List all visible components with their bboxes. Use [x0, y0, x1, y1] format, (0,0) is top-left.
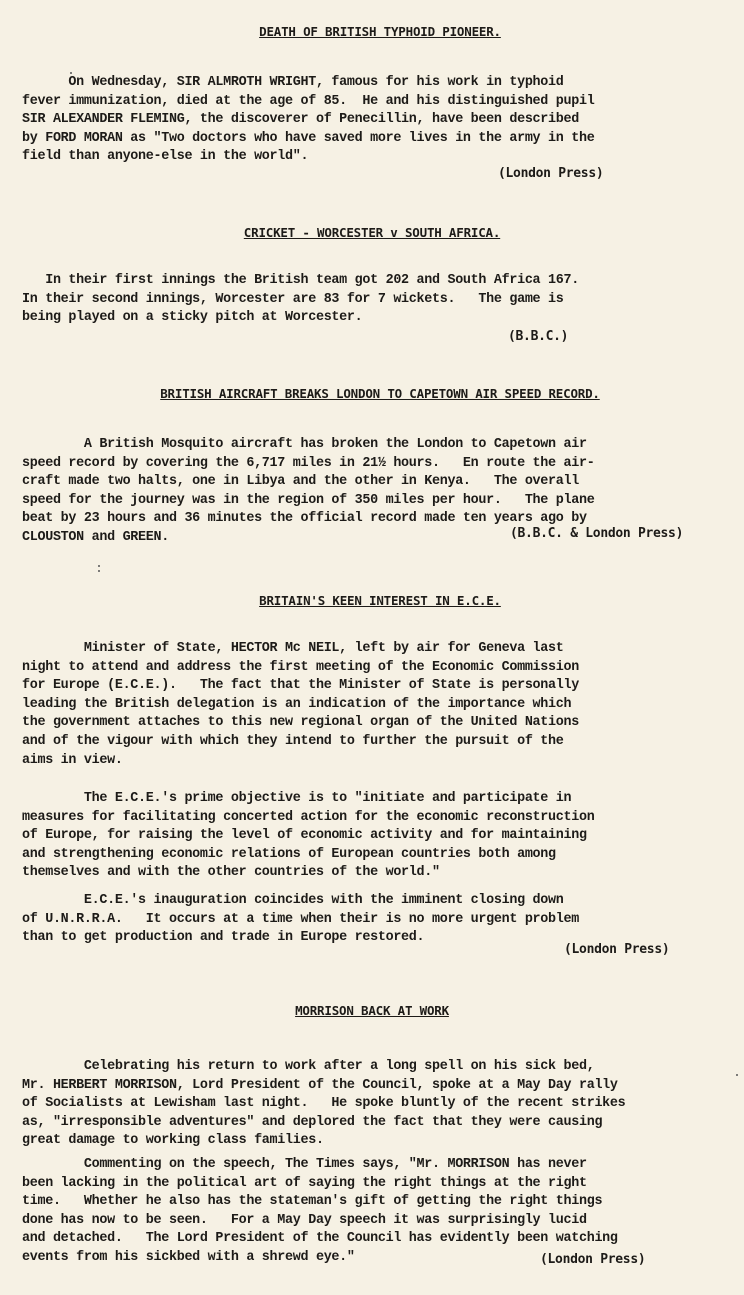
paragraph-ece-1: Minister of State, HECTOR Mc NEIL, left by air for Geneva last night to attend and address the first meeting of the Economic Commission for Europe (E.C.E.). The fact that the Minister of State is personally leading the British delegation is an indication of the importance which the government attaches to this new regional organ of the United Nations and of the vigour with which they intend to further the pursuit of the aims in view.: [22, 641, 579, 768]
paper-speck: [70, 72, 72, 74]
headline-typhoid-pioneer: DEATH OF BRITISH TYPHOID PIONEER.: [259, 24, 501, 39]
paragraph-cricket-1: In their first innings the British team got 202 and South Africa 167. In their second innings, Worcester are 83 for 7 wickets. The game is being played on a sticky pitch at Worcester.: [22, 273, 579, 326]
source-cricket: (B.B.C.): [508, 329, 569, 344]
paragraph-morrison-1: Celebrating his return to work after a long spell on his sick bed, Mr. HERBERT MORRISON, Lord President of the Council, spoke at a May Day rally of Socialists at Lewisham last night. He spoke bluntly of the recent strikes as, "irresponsible adventures" and deplored the fact that they were causing great damage to working class families.: [22, 1059, 626, 1149]
headline-ece: BRITAIN'S KEEN INTEREST IN E.C.E.: [259, 593, 501, 608]
headline-cricket: CRICKET - WORCESTER v SOUTH AFRICA.: [243, 225, 501, 240]
source-typhoid: (London Press): [498, 166, 604, 181]
paper-speck: [98, 570, 100, 572]
headline-morrison: MORRISON BACK AT WORK: [295, 1003, 449, 1018]
source-morrison: (London Press): [540, 1252, 646, 1267]
source-aircraft: (B.B.C. & London Press): [510, 526, 684, 541]
paragraph-ece-3: E.C.E.'s inauguration coincides with the imminent closing down of U.N.R.R.A. It occurs at a time when their is no more urgent problem than to get production and trade in Europe restored.: [22, 893, 579, 946]
paper-speck: [736, 1074, 738, 1076]
paper-speck: [98, 565, 100, 567]
paragraph-ece-2: The E.C.E.'s prime objective is to "initiate and participate in measures for facilitating concerted action for the economic reconstruction of Europe, for raising the level of economic activity and for maintaining and strengthening economic relations of European countries both among themselves and with the other countries of the world.": [22, 791, 595, 881]
paragraph-aircraft-1: A British Mosquito aircraft has broken the London to Capetown air speed record by covering the 6,717 miles in 21½ hours. En route the air- craft made two halts, one in Libya and the other in Kenya. The overall speed for the journey was in the region of 350 miles per hour. The plane beat by 23 hours and 36 minutes the official record made ten years ago by CLOUSTON and GREEN.: [22, 437, 595, 545]
headline-aircraft-record: BRITISH AIRCRAFT BREAKS LONDON TO CAPETOWN AIR SPEED RECORD.: [160, 386, 600, 401]
paragraph-typhoid-1: On Wednesday, SIR ALMROTH WRIGHT, famous for his work in typhoid fever immunization, died at the age of 85. He and his distinguished pupil SIR ALEXANDER FLEMING, the discoverer of Penecillin, have been described by FORD MORAN as "Two doctors who have saved more lives in the army in the field than anyone-else in the world".: [22, 75, 595, 165]
source-ece: (London Press): [564, 942, 670, 957]
paragraph-morrison-2: Commenting on the speech, The Times says, "Mr. MORRISON has never been lacking in the political art of saying the right things at the right time. Whether he also has the stateman's gift of getting the right things done has now to be seen. For a May Day speech it was surprisingly lucid and detached. The Lord President of the Council has evidently been watching events from his sickbed with a shrewd eye.": [22, 1157, 618, 1265]
